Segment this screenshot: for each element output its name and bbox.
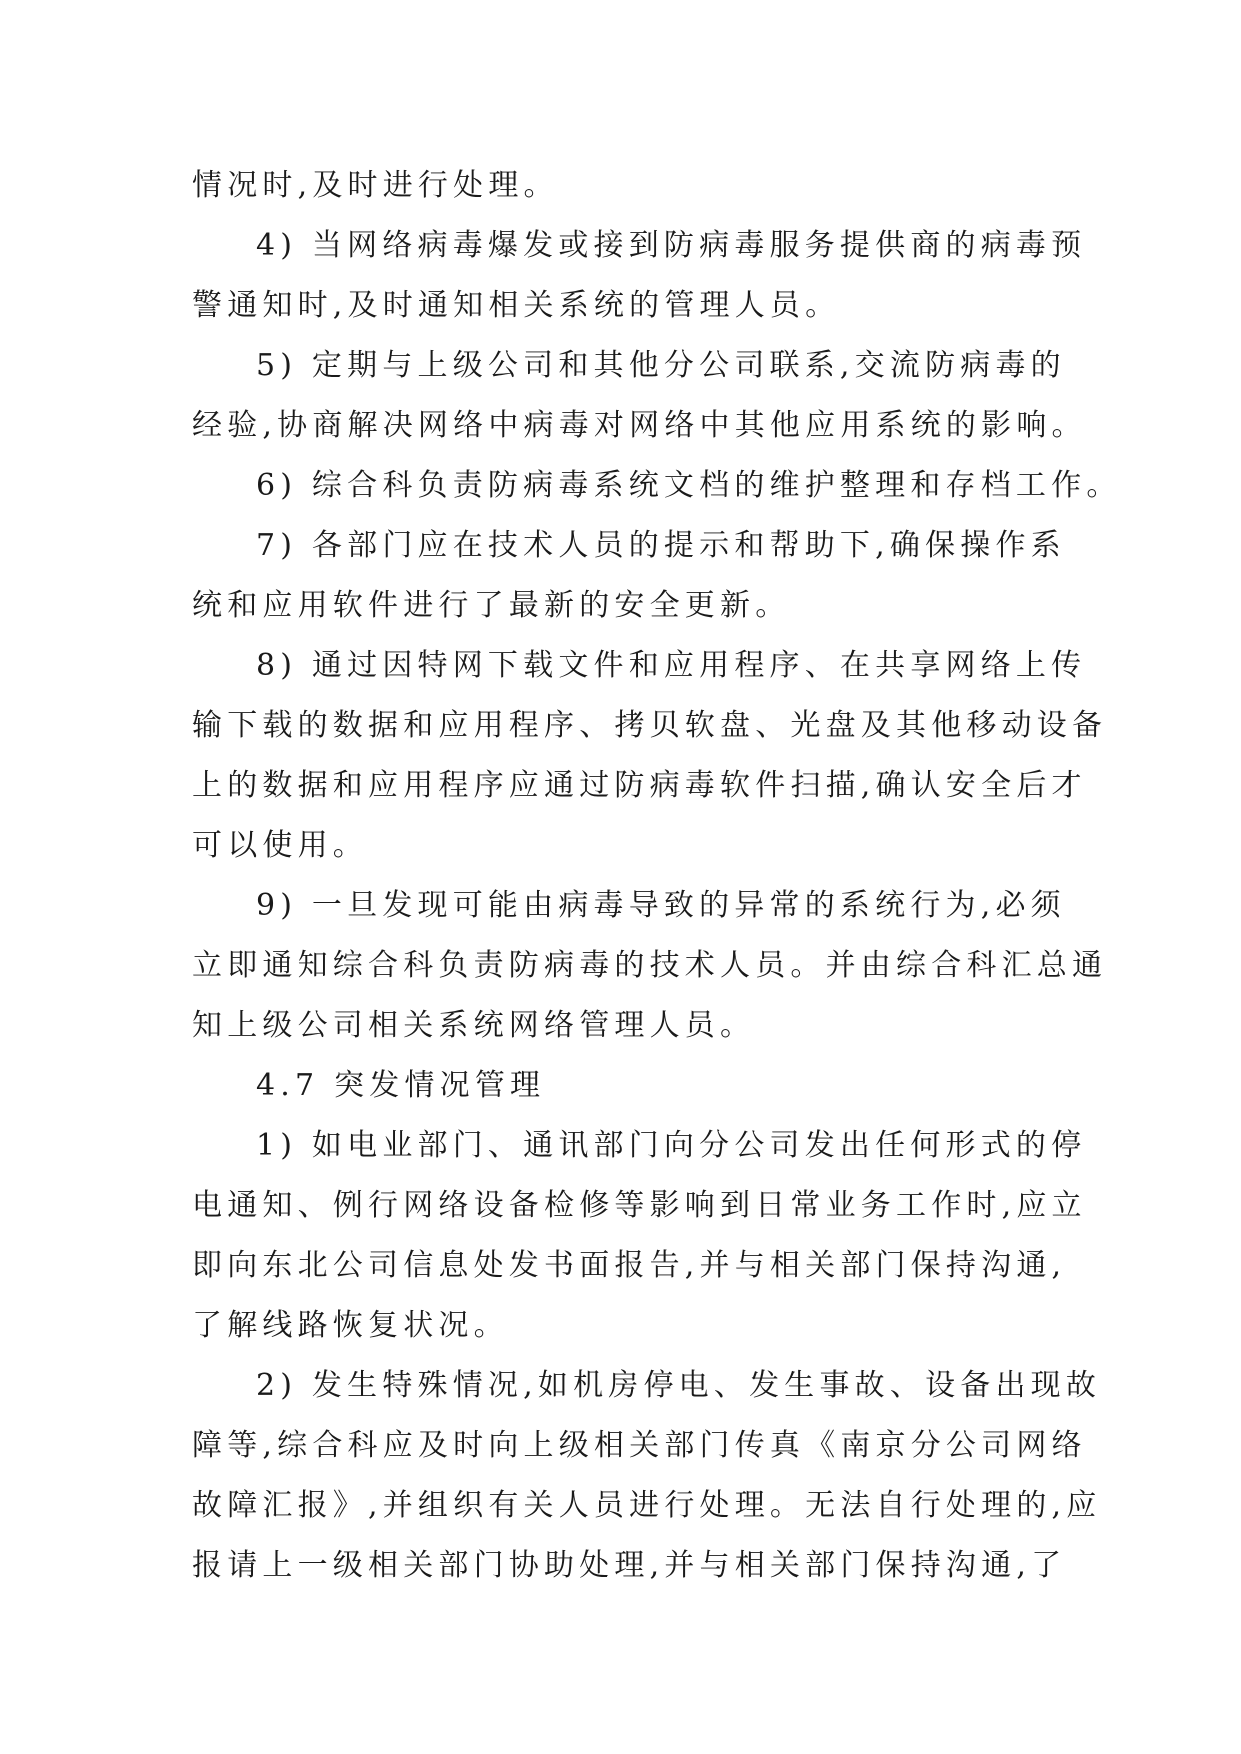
text-line: 电通知、例行网络设备检修等影响到日常业务工作时,应立 xyxy=(192,1188,1087,1223)
text-line: 上的数据和应用程序应通过防病毒软件扫描,确认安全后才 xyxy=(192,768,1087,803)
text-line: 知上级公司相关系统网络管理人员。 xyxy=(192,1008,756,1043)
text-line: 4) 当网络病毒爆发或接到防病毒服务提供商的病毒预 xyxy=(256,228,1087,263)
text-line: 4.7 突发情况管理 xyxy=(256,1068,546,1103)
text-line: 即向东北公司信息处发书面报告,并与相关部门保持沟通, xyxy=(192,1248,1067,1283)
text-line: 6) 综合科负责防病毒系统文档的维护整理和存档工作。 xyxy=(256,468,1122,503)
text-line: 警通知时,及时通知相关系统的管理人员。 xyxy=(192,288,841,323)
text-line: 故障汇报》,并组织有关人员进行处理。无法自行处理的,应 xyxy=(192,1488,1102,1523)
text-line: 可以使用。 xyxy=(192,828,368,863)
text-line: 经验,协商解决网络中病毒对网络中其他应用系统的影响。 xyxy=(192,408,1087,443)
text-line: 7) 各部门应在技术人员的提示和帮助下,确保操作系 xyxy=(256,528,1066,563)
text-line: 1) 如电业部门、通讯部门向分公司发出任何形式的停 xyxy=(256,1128,1087,1163)
text-line: 输下载的数据和应用程序、拷贝软盘、光盘及其他移动设备 xyxy=(192,708,1108,743)
text-line: 2) 发生特殊情况,如机房停电、发生事故、设备出现故 xyxy=(256,1368,1102,1403)
text-line: 立即通知综合科负责防病毒的技术人员。并由综合科汇总通 xyxy=(192,948,1108,983)
text-line: 统和应用软件进行了最新的安全更新。 xyxy=(192,588,791,623)
document-body xyxy=(192,156,1122,1596)
text-line: 情况时,及时进行处理。 xyxy=(192,168,559,203)
text-line: 了解线路恢复状况。 xyxy=(192,1308,509,1343)
text-line: 5) 定期与上级公司和其他分公司联系,交流防病毒的 xyxy=(256,348,1066,383)
text-line: 障等,综合科应及时向上级相关部门传真《南京分公司网络 xyxy=(192,1428,1087,1463)
text-line: 报请上一级相关部门协助处理,并与相关部门保持沟通,了 xyxy=(192,1548,1067,1583)
text-line: 9) 一旦发现可能由病毒导致的异常的系统行为,必须 xyxy=(256,888,1066,923)
text-line: 8) 通过因特网下载文件和应用程序、在共享网络上传 xyxy=(256,648,1087,683)
